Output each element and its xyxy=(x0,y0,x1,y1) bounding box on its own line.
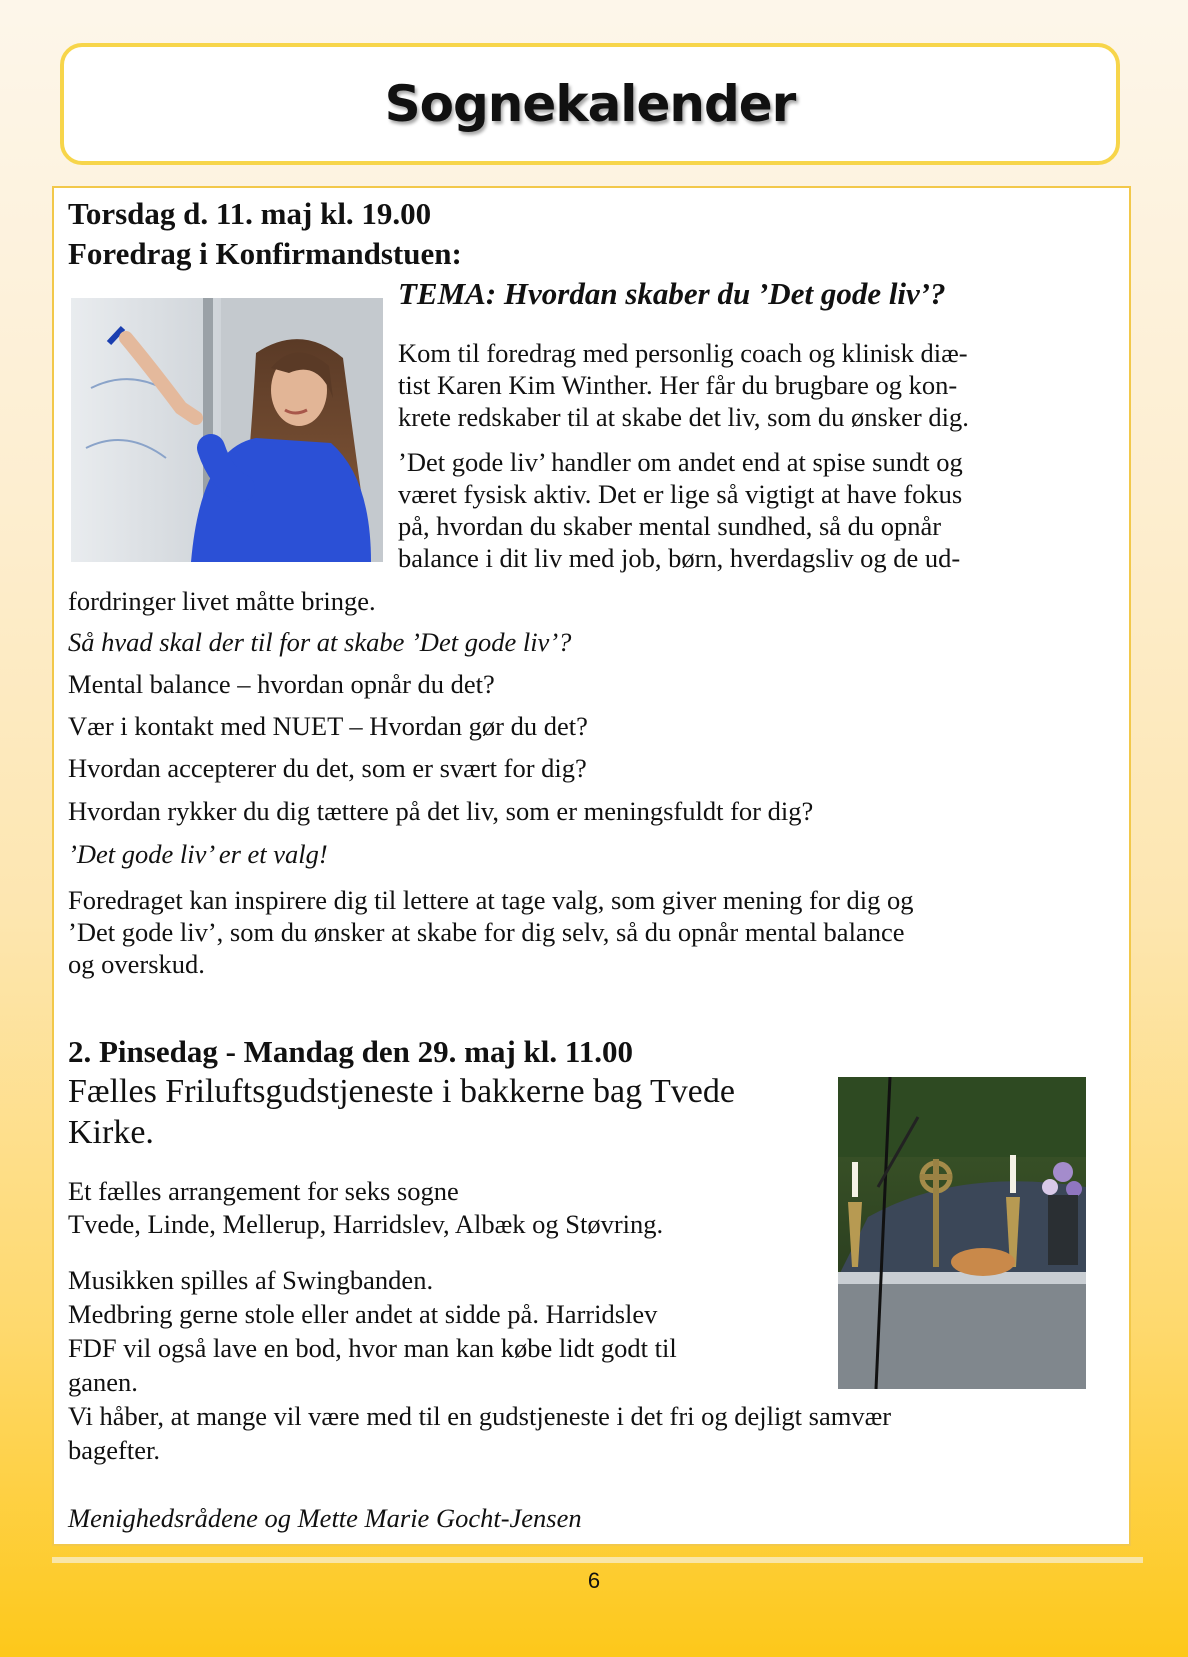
event1-date: Torsdag d. 11. maj kl. 19.00 xyxy=(68,196,432,231)
event2-title-line-2: Kirke. xyxy=(68,1114,154,1151)
event2-music-line-3: FDF vil også lave en bod, hvor man kan købe lidt godt til xyxy=(68,1333,677,1363)
event2-hope-line-2: bagefter. xyxy=(68,1435,160,1465)
event1-body-line-4: balance i dit liv med job, børn, hverdagsliv og de ud- xyxy=(398,543,961,573)
event1-closing-line-1: Foredraget kan inspirere dig til lettere at tage valg, som giver mening for dig og xyxy=(68,885,914,915)
event1-question-4: Hvordan rykker du dig tættere på det liv, som er meningsfuldt for dig? xyxy=(68,796,814,826)
event1-closing-line-3: og overskud. xyxy=(68,949,205,979)
event1-question-1: Mental balance – hvordan opnår du det? xyxy=(68,669,495,699)
event1-subtitle: Foredrag i Konfirmandstuen: xyxy=(68,236,462,271)
event1-closing-line-2: ’Det gode liv’, som du ønsker at skabe for dig selv, så du opnår mental balance xyxy=(68,917,905,947)
page-number: 6 xyxy=(587,1568,601,1593)
event1-intro-line-1: Kom til foredrag med personlig coach og klinisk diæ- xyxy=(398,338,968,368)
event1-intro-line-3: krete redskaber til at skabe det liv, som du ønsker dig. xyxy=(398,402,969,432)
event1-body-line-1: ’Det gode liv’ handler om andet end at spise sundt og xyxy=(398,447,963,477)
header-box xyxy=(60,43,1120,165)
event1-choice: ’Det gode liv’ er et valg! xyxy=(68,839,328,869)
speaker-photo xyxy=(71,298,383,562)
event2-parishes-line-1: Et fælles arrangement for seks sogne xyxy=(68,1176,459,1206)
event2-hope-line-1: Vi håber, at mange vil være med til en gudstjeneste i det fri og dejligt samvær xyxy=(68,1401,892,1431)
footer-divider xyxy=(52,1557,1143,1563)
event1-body-tail: fordringer livet måtte bringe. xyxy=(68,586,376,616)
event2-music-line-4: ganen. xyxy=(68,1367,138,1397)
event1-question-intro: Så hvad skal der til for at skabe ’Det gode liv’? xyxy=(68,627,572,657)
event2-title-line-1: Fælles Friluftsgudstjeneste i bakkerne bag Tvede xyxy=(68,1073,735,1110)
event1-theme: TEMA: Hvordan skaber du ’Det gode liv’? xyxy=(398,276,946,311)
speaker-photo-image xyxy=(71,298,383,562)
event1-body-line-3: på, hvordan du skaber mental sundhed, så du opnår xyxy=(398,511,942,541)
event2-music-line-2: Medbring gerne stole eller andet at sidde på. Harridslev xyxy=(68,1299,658,1329)
event1-question-3: Hvordan accepterer du det, som er svært for dig? xyxy=(68,753,587,783)
altar-photo xyxy=(838,1077,1086,1389)
event2-parishes-line-2: Tvede, Linde, Mellerup, Harridslev, Albæk og Støvring. xyxy=(68,1209,664,1239)
event2-signature: Menighedsrådene og Mette Marie Gocht-Jensen xyxy=(68,1503,582,1533)
altar-photo-image xyxy=(838,1077,1086,1389)
page-title: Sognekalender xyxy=(384,75,796,133)
event2-date: 2. Pinsedag - Mandag den 29. maj kl. 11.00 xyxy=(68,1034,633,1069)
event2-music-line-1: Musikken spilles af Swingbanden. xyxy=(68,1265,434,1295)
event1-body-line-2: været fysisk aktiv. Det er lige så vigtigt at have fokus xyxy=(398,479,963,509)
event1-intro-line-2: tist Karen Kim Winther. Her får du brugbare og kon- xyxy=(398,370,958,400)
event1-question-2: Vær i kontakt med NUET – Hvordan gør du det? xyxy=(68,711,588,741)
